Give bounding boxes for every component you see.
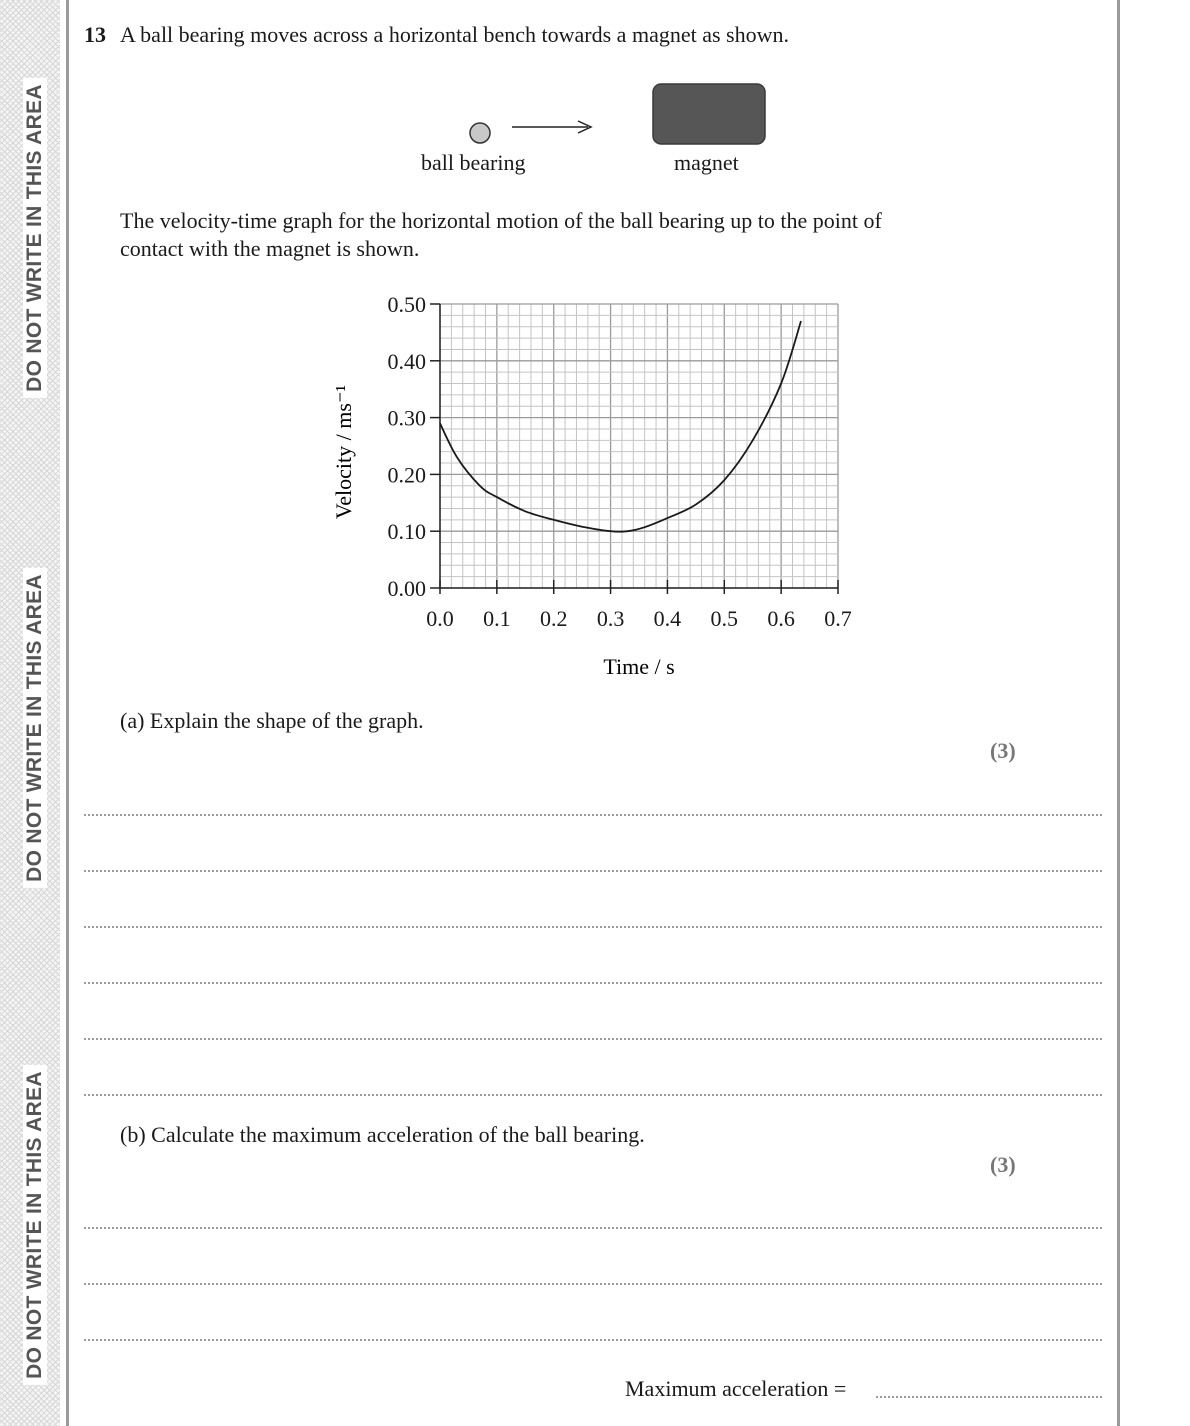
answer-line[interactable] bbox=[84, 926, 1102, 928]
ball-magnet-diagram bbox=[440, 76, 800, 156]
question-stem: A ball bearing moves across a horizontal bench towards a magnet as shown. bbox=[120, 22, 789, 47]
answer-line[interactable] bbox=[84, 814, 1102, 816]
question-number: 13 bbox=[84, 22, 106, 47]
part-a-marks: (3) bbox=[990, 738, 1016, 763]
answer-line[interactable] bbox=[84, 870, 1102, 872]
margin-divider bbox=[66, 0, 69, 1426]
ball-bearing-icon bbox=[470, 123, 490, 143]
x-tick-label: 0.3 bbox=[596, 606, 625, 631]
part-a-prompt: (a) Explain the shape of the graph. bbox=[120, 708, 424, 733]
max-acceleration-label: Maximum acceleration = bbox=[625, 1376, 847, 1401]
answer-line[interactable] bbox=[84, 1038, 1102, 1040]
answer-line[interactable] bbox=[84, 1339, 1102, 1341]
magnet-label: magnet bbox=[674, 150, 739, 175]
y-tick-label: 0.40 bbox=[387, 348, 426, 374]
x-tick-label: 0.0 bbox=[426, 606, 454, 631]
x-axis-label: Time / s bbox=[603, 654, 675, 679]
chart-axes bbox=[440, 304, 838, 588]
x-tick-label: 0.5 bbox=[710, 606, 739, 631]
y-tick-label: 0.10 bbox=[387, 519, 426, 545]
magnet-icon bbox=[653, 84, 765, 144]
velocity-time-chart bbox=[320, 285, 880, 685]
chart-ticks bbox=[388, 292, 852, 631]
answer-line[interactable] bbox=[84, 1283, 1102, 1285]
answer-line[interactable] bbox=[84, 1094, 1102, 1096]
answer-line[interactable] bbox=[84, 982, 1102, 984]
margin-label-middle: DO NOT WRITE IN THIS AREA bbox=[23, 568, 47, 888]
margin-label-top: DO NOT WRITE IN THIS AREA bbox=[23, 78, 47, 398]
chart-grid bbox=[440, 304, 838, 588]
y-tick-label: 0.00 bbox=[387, 576, 426, 601]
y-tick-label: 0.20 bbox=[387, 462, 426, 488]
y-axis-label: Velocity / ms⁻¹ bbox=[331, 384, 356, 520]
x-tick-label: 0.6 bbox=[767, 606, 795, 631]
x-tick-label: 0.1 bbox=[483, 606, 511, 631]
max-acceleration-answer-line[interactable] bbox=[876, 1396, 1102, 1398]
margin-label-bottom: DO NOT WRITE IN THIS AREA bbox=[23, 1065, 47, 1385]
part-b-prompt: (b) Calculate the maximum acceleration of the ball bearing. bbox=[120, 1122, 645, 1147]
right-border bbox=[1117, 0, 1120, 1426]
y-tick-label: 0.30 bbox=[387, 405, 426, 431]
graph-intro-line-1: The velocity-time graph for the horizontal motion of the ball bearing up to the point of bbox=[120, 208, 882, 233]
ball-bearing-label: ball bearing bbox=[421, 150, 526, 175]
x-tick-label: 0.7 bbox=[824, 606, 852, 631]
x-tick-label: 0.2 bbox=[539, 606, 568, 631]
y-tick-label: 0.50 bbox=[387, 292, 426, 317]
x-tick-label: 0.4 bbox=[653, 606, 682, 631]
graph-intro-line-2: contact with the magnet is shown. bbox=[120, 236, 420, 261]
part-b-marks: (3) bbox=[990, 1152, 1016, 1177]
answer-line[interactable] bbox=[84, 1227, 1102, 1229]
